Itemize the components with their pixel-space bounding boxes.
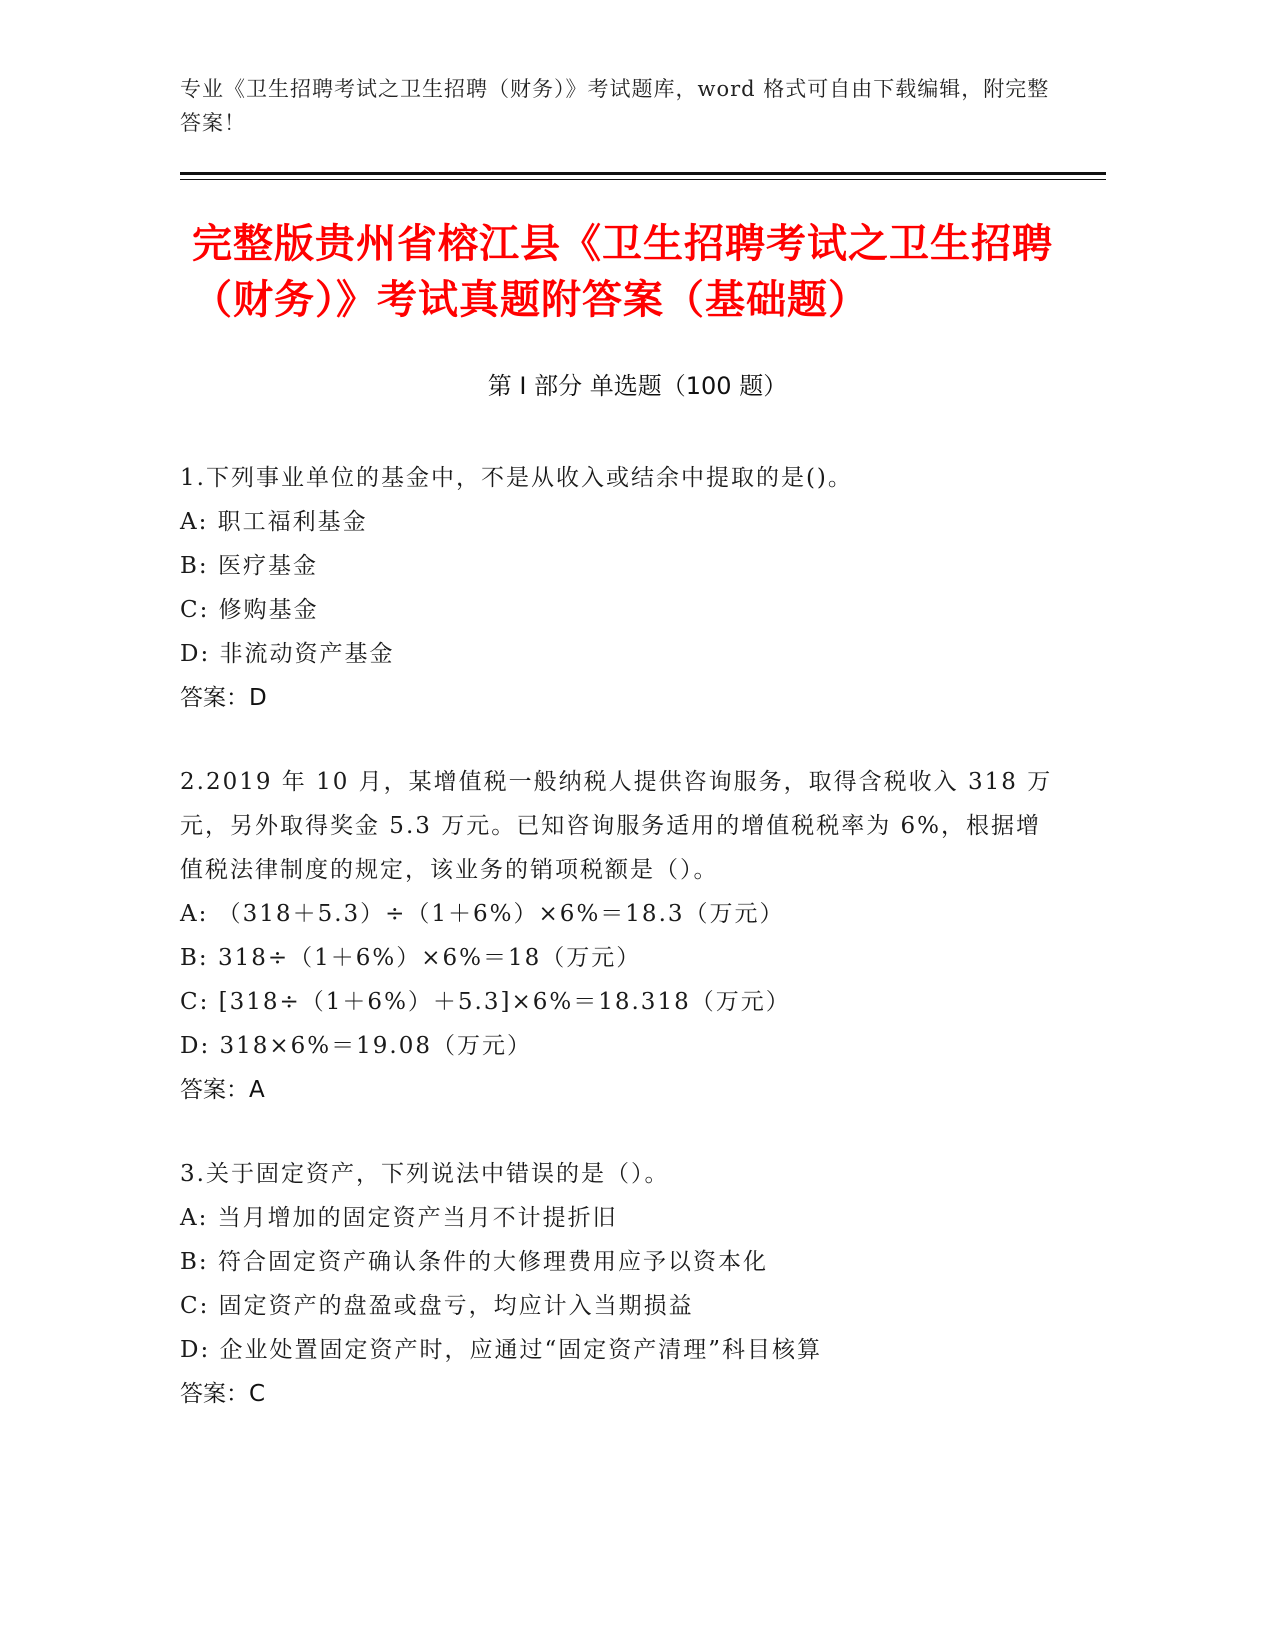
option-d: D: 非流动资产基金 [180,641,395,667]
answer: 答案：A [180,1077,265,1103]
option-b: B: 符合固定资产确认条件的大修理费用应予以资本化 [180,1249,768,1275]
answer: 答案：C [180,1381,266,1407]
header-rule-thin [180,179,1106,180]
option-a: A: （318＋5.3）÷（1＋6%）×6%＝18.3（万元） [180,901,785,927]
question-stem: 2.2019 年 10 月，某增值税一般纳税人提供咨询服务，取得含税收入 318 万元，另外取得奖金 5.3 万元。已知咨询服务适用的增值税税率为 6%，根据增值税法律制度的规定，该业务的销项税额是（）。 [180,769,1053,883]
option-c: C: 修购基金 [180,597,319,623]
question-stem: 3.关于固定资产，下列说法中错误的是（）。 [180,1161,670,1187]
question-list [180,456,1060,1456]
option-d: D: 318×6%＝19.08（万元） [180,1033,533,1059]
question-3 [180,1152,1060,1416]
question-2 [180,760,1060,1112]
option-a: A: 当月增加的固定资产当月不计提折旧 [180,1205,618,1231]
option-b: B: 318÷（1＋6%）×6%＝18（万元） [180,945,642,971]
option-a: A: 职工福利基金 [180,509,368,535]
section-heading: 第 I 部分 单选题（100 题） [487,372,788,400]
option-c: C: 固定资产的盘盈或盘亏，均应计入当期损益 [180,1293,694,1319]
option-d: D: 企业处置固定资产时，应通过“固定资产清理”科目核算 [180,1337,823,1363]
document-title: 完整版贵州省榕江县《卫生招聘考试之卫生招聘（财务）》考试真题附答案（基础题） [192,221,1053,323]
question-1 [180,456,1060,720]
option-b: B: 医疗基金 [180,553,318,579]
question-stem: 1.下列事业单位的基金中，不是从收入或结余中提取的是()。 [180,465,853,491]
answer: 答案：D [180,685,267,711]
header-rule-thick [180,172,1106,175]
option-c: C: [318÷（1＋6%）＋5.3]×6%＝18.318（万元） [180,989,791,1015]
header-note: 专业《卫生招聘考试之卫生招聘（财务）》考试题库，word 格式可自由下载编辑，附完整答案！ [180,77,1050,135]
